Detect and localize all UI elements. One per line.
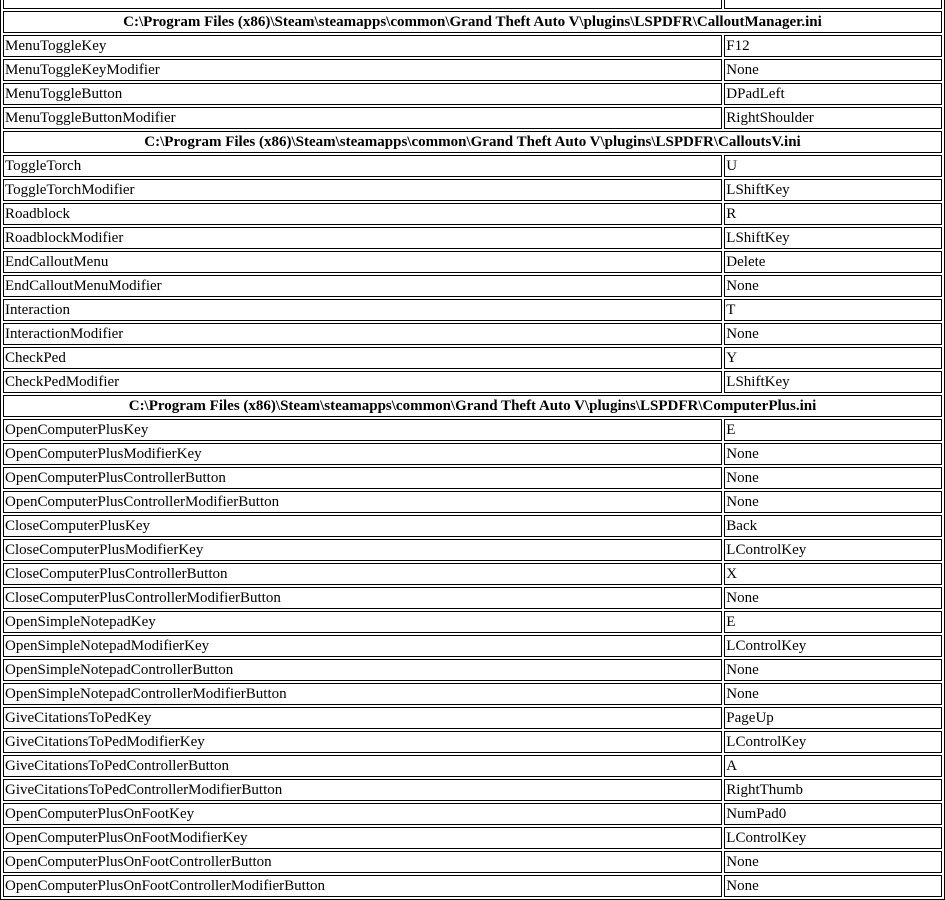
setting-value-cell: Back	[724, 515, 942, 537]
setting-key-cell: CheckPed	[3, 347, 722, 369]
setting-value-cell: X	[724, 563, 942, 585]
setting-key-cell: OpenComputerPlusOnFootModifierKey	[3, 827, 722, 849]
table-row	[3, 275, 942, 297]
setting-value-cell: None	[724, 59, 942, 81]
setting-value-cell: DPadLeft	[724, 83, 942, 105]
table-row	[3, 515, 942, 537]
table-row	[3, 0, 942, 9]
setting-value-cell: F12	[724, 35, 942, 57]
setting-key-cell: EndCalloutMenu	[3, 251, 722, 273]
setting-value-cell: RightThumb	[724, 779, 942, 801]
setting-value-cell: None	[724, 491, 942, 513]
table-row	[3, 707, 942, 729]
table-row	[3, 443, 942, 465]
setting-key-cell: ToggleTorchModifier	[3, 179, 722, 201]
setting-key-cell: OpenSimpleNotepadKey	[3, 611, 722, 633]
setting-key-cell: OpenComputerPlusOnFootControllerModifierButton	[3, 875, 722, 897]
setting-value-cell: PageUp	[724, 707, 942, 729]
setting-value-cell: None	[724, 875, 942, 897]
setting-value-cell: T	[724, 299, 942, 321]
setting-key-cell: GiveCitationsToPedModifierKey	[3, 731, 722, 753]
setting-key-cell: OpenComputerPlusOnFootKey	[3, 803, 722, 825]
setting-key-cell: MenuToggleKeyModifier	[3, 59, 722, 81]
table-row	[3, 59, 942, 81]
table-row	[3, 563, 942, 585]
setting-value-cell: U	[724, 155, 942, 177]
table-row	[3, 323, 942, 345]
table-row	[3, 659, 942, 681]
setting-value-cell: A	[724, 755, 942, 777]
table-row	[3, 539, 942, 561]
table-row	[3, 467, 942, 489]
setting-key-cell: MenuToggleButtonModifier	[3, 107, 722, 129]
setting-value-cell: None	[724, 659, 942, 681]
setting-value-cell: LControlKey	[724, 731, 942, 753]
table-row	[3, 803, 942, 825]
setting-key-cell: MenuToggleKey	[3, 35, 722, 57]
setting-value-cell: None	[724, 587, 942, 609]
table-row	[3, 299, 942, 321]
setting-key-cell: GiveCitationsToPedKey	[3, 707, 722, 729]
setting-value-cell: None	[724, 467, 942, 489]
setting-key-cell: EndCalloutMenuModifier	[3, 275, 722, 297]
table-row	[3, 179, 942, 201]
section-header-row	[3, 131, 942, 153]
setting-value-cell: LShiftKey	[724, 371, 942, 393]
setting-value-cell	[724, 0, 942, 9]
setting-key-cell: OpenComputerPlusControllerModifierButton	[3, 491, 722, 513]
table-row	[3, 251, 942, 273]
table-row	[3, 347, 942, 369]
setting-value-cell: LControlKey	[724, 539, 942, 561]
setting-key-cell: OpenSimpleNotepadControllerButton	[3, 659, 722, 681]
table-row	[3, 491, 942, 513]
setting-key-cell: ToggleTorch	[3, 155, 722, 177]
setting-value-cell: LShiftKey	[724, 227, 942, 249]
table-row	[3, 731, 942, 753]
table-row	[3, 587, 942, 609]
setting-key-cell: CloseComputerPlusControllerModifierButton	[3, 587, 722, 609]
setting-key-cell: GiveCitationsToPedControllerModifierButton	[3, 779, 722, 801]
setting-value-cell: Y	[724, 347, 942, 369]
setting-key-cell: MenuToggleButton	[3, 83, 722, 105]
section-path-header: C:\Program Files (x86)\Steam\steamapps\common\Grand Theft Auto V\plugins\LSPDFR\CalloutsV.ini	[3, 131, 942, 153]
table-row	[3, 683, 942, 705]
setting-key-cell: OpenComputerPlusControllerButton	[3, 467, 722, 489]
setting-value-cell: None	[724, 275, 942, 297]
table-row	[3, 155, 942, 177]
setting-key-cell: InteractionModifier	[3, 323, 722, 345]
table-row	[3, 83, 942, 105]
setting-value-cell: LControlKey	[724, 635, 942, 657]
setting-value-cell: R	[724, 203, 942, 225]
setting-key-cell: OpenComputerPlusModifierKey	[3, 443, 722, 465]
table-row	[3, 35, 942, 57]
table-row	[3, 851, 942, 873]
keybinding-table-body	[3, 0, 942, 897]
setting-value-cell: NumPad0	[724, 803, 942, 825]
setting-value-cell: LShiftKey	[724, 179, 942, 201]
setting-value-cell: None	[724, 443, 942, 465]
setting-value-cell: E	[724, 419, 942, 441]
setting-key-cell: CloseComputerPlusModifierKey	[3, 539, 722, 561]
setting-key-cell: RoadblockModifier	[3, 227, 722, 249]
table-row	[3, 875, 942, 897]
setting-key-cell: OpenSimpleNotepadControllerModifierButton	[3, 683, 722, 705]
setting-key-cell: OpenComputerPlusKey	[3, 419, 722, 441]
setting-value-cell: Delete	[724, 251, 942, 273]
table-row	[3, 827, 942, 849]
table-row	[3, 779, 942, 801]
table-row	[3, 371, 942, 393]
table-row	[3, 635, 942, 657]
table-row	[3, 203, 942, 225]
setting-key-cell: Roadblock	[3, 203, 722, 225]
section-header-row	[3, 395, 942, 417]
table-row	[3, 419, 942, 441]
table-row	[3, 755, 942, 777]
section-path-header: C:\Program Files (x86)\Steam\steamapps\common\Grand Theft Auto V\plugins\LSPDFR\CalloutManager.ini	[3, 11, 942, 33]
setting-key-cell: OpenComputerPlusOnFootControllerButton	[3, 851, 722, 873]
section-path-header: C:\Program Files (x86)\Steam\steamapps\common\Grand Theft Auto V\plugins\LSPDFR\ComputerPlus.ini	[3, 395, 942, 417]
setting-value-cell: LControlKey	[724, 827, 942, 849]
setting-value-cell: E	[724, 611, 942, 633]
setting-value-cell: None	[724, 323, 942, 345]
setting-key-cell: OpenSimpleNotepadModifierKey	[3, 635, 722, 657]
setting-key-cell: CheckPedModifier	[3, 371, 722, 393]
setting-key-cell: GiveCitationsToPedControllerButton	[3, 755, 722, 777]
setting-value-cell: None	[724, 683, 942, 705]
setting-key-cell	[3, 0, 722, 9]
section-header-row	[3, 11, 942, 33]
table-row	[3, 611, 942, 633]
setting-key-cell: CloseComputerPlusKey	[3, 515, 722, 537]
setting-key-cell: CloseComputerPlusControllerButton	[3, 563, 722, 585]
setting-value-cell: RightShoulder	[724, 107, 942, 129]
table-row	[3, 107, 942, 129]
setting-value-cell: None	[724, 851, 942, 873]
table-row	[3, 227, 942, 249]
setting-key-cell: Interaction	[3, 299, 722, 321]
